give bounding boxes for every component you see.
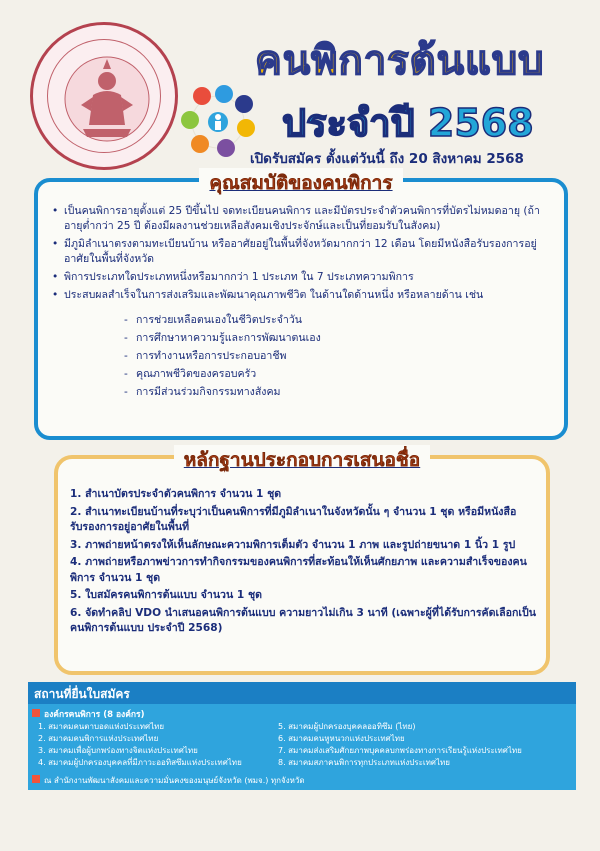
org-item: 3. สมาคมเพื่อผู้บกพร่องทางจิตแห่งประเทศไทย [38, 746, 198, 755]
qualification-item: • เป็นคนพิการอายุตั้งแต่ 25 ปีขึ้นไป จดทะเบียนคนพิการ และมีบัตรประจำตัวคนพิการที่บัตรไม่หมดอายุ (ถ้าอายุต่ำกว่า 25 ปี ต้องมีผลงานช่วยเหลือสังคมเชิงประจักษ์และเป็นที่ยอมรับในสังคม) [52, 204, 554, 234]
qualification-sub-item: - การทำงานหรือการประกอบอาชีพ [124, 348, 544, 365]
qualifications-box [34, 172, 568, 440]
qualification-sub-item: - การมีส่วนร่วมกิจกรรมทางสังคม [124, 384, 544, 401]
qualification-item-text: ประสบผลสำเร็จในการส่งเสริมและพัฒนาคุณภาพชีวิต ในด้านใดด้านหนึ่ง หรือหลายด้าน เช่น [64, 289, 484, 301]
hearing-icon [215, 85, 233, 103]
qualifications-title: คุณสมบัติของคนพิการ [199, 168, 402, 198]
walker-icon [237, 119, 255, 137]
application-open-date: เปิดรับสมัคร ตั้งแต่วันนี้ ถึง 20 สิงหาคม 2568 [250, 151, 524, 167]
brain-icon [217, 139, 235, 157]
section-label: องค์กรคนพิการ (8 องค์กร) [44, 710, 145, 720]
org-item: 2. สมาคมคนพิการแห่งประเทศไทย [38, 734, 159, 743]
wheelchair-icon [235, 95, 253, 113]
poster-subtitle-year: ประจำปี 2568 [282, 101, 534, 145]
section-marker-icon [32, 775, 40, 783]
ministry-seal-logo [30, 22, 178, 170]
qualification-item: • พิการประเภทใดประเภทหนึ่งหรือมากกว่า 1 ประเภท ใน 7 ประเภทความพิการ [52, 270, 554, 285]
qualification-item [52, 288, 554, 398]
org-item: 1. สมาคมคนตาบอดแห่งประเทศไทย [38, 722, 165, 731]
documents-title: หลักฐานประกอบการเสนอชื่อ [174, 445, 430, 475]
qualification-sub-item: - การช่วยเหลือตนเองในชีวิตประจำวัน [124, 312, 544, 329]
application-locations-title: สถานที่ยื่นใบสมัคร [28, 682, 576, 704]
org-item: 6. สมาคมคนหูหนวกแห่งประเทศไทย [278, 734, 405, 743]
documents-box [54, 449, 550, 675]
org-item: 7. สมาคมส่งเสริมศักยภาพบุคคลบกพร่องทางการเรียนรู้แห่งประเทศไทย [278, 746, 522, 755]
org-item: 5. สมาคมผู้ปกครองบุคคลออทิซึม (ไทย) [278, 722, 416, 731]
document-item: 1. สำเนาบัตรประจำตัวคนพิการ จำนวน 1 ชุด [70, 488, 282, 500]
section-marker-icon [32, 709, 40, 717]
poster-title: คนพิการต้นแบบ [255, 38, 545, 84]
accessibility-icon [193, 87, 211, 105]
qualification-sub-item: - การศึกษาหาความรู้และการพัฒนาตนเอง [124, 330, 544, 347]
application-locations [28, 682, 576, 790]
blind-icon [191, 135, 209, 153]
qualification-sub-item: - คุณภาพชีวิตของครอบครัว [124, 366, 544, 383]
qualification-item: • มีภูมิลำเนาตรงตามทะเบียนบ้าน หรืออาศัยอยู่ในพื้นที่จังหวัดมากกว่า 12 เดือน โดยมีหนังสือรับรองการอยู่อาศัยในพื้นที่จังหวัด [52, 237, 554, 267]
sign-language-icon [181, 111, 199, 129]
document-item: 4. ภาพถ่ายหรือภาพข่าวการทำกิจกรรมของคนพิการที่สะท้อนให้เห็นศักยภาพ และความสำเร็จของคนพิการ จำนวน 1 ชุด [70, 556, 527, 584]
document-item: 2. สำเนาทะเบียนบ้านที่ระบุว่าเป็นคนพิการที่มีภูมิลำเนาในจังหวัดนั้น ๆ จำนวน 1 ชุด หรือมีหนังสือรับรองการอยู่อาศัยในพื้นที่ [70, 505, 517, 533]
org-item: 4. สมาคมผู้ปกครองบุคคลที่มีภาวะออทิสซึมแห่งประเทศไทย [38, 758, 242, 767]
document-item: 3. ภาพถ่ายหน้าตรงให้เห็นลักษณะความพิการเต็มตัว จำนวน 1 ภาพ และรูปถ่ายขนาด 1 นิ้ว 1 รูป [70, 538, 516, 551]
location-note: ณ สำนักงานพัฒนาสังคมและความมั่นคงของมนุษย์จังหวัด (พมจ.) ทุกจังหวัด [44, 776, 305, 785]
document-item: 6. จัดทำคลิป VDO นำเสนอคนพิการต้นแบบ ความยาวไม่เกิน 3 นาที (เฉพาะผู้ที่ได้รับการคัดเลือกเป็นคนพิการต้นแบบ ประจำปี 2568) [70, 606, 536, 634]
disability-icons-cluster [178, 82, 258, 162]
document-item: 5. ใบสมัครคนพิการต้นแบบ จำนวน 1 ชุด [70, 589, 263, 601]
org-item: 8. สมาคมสภาคนพิการทุกประเภทแห่งประเทศไทย [278, 758, 450, 767]
